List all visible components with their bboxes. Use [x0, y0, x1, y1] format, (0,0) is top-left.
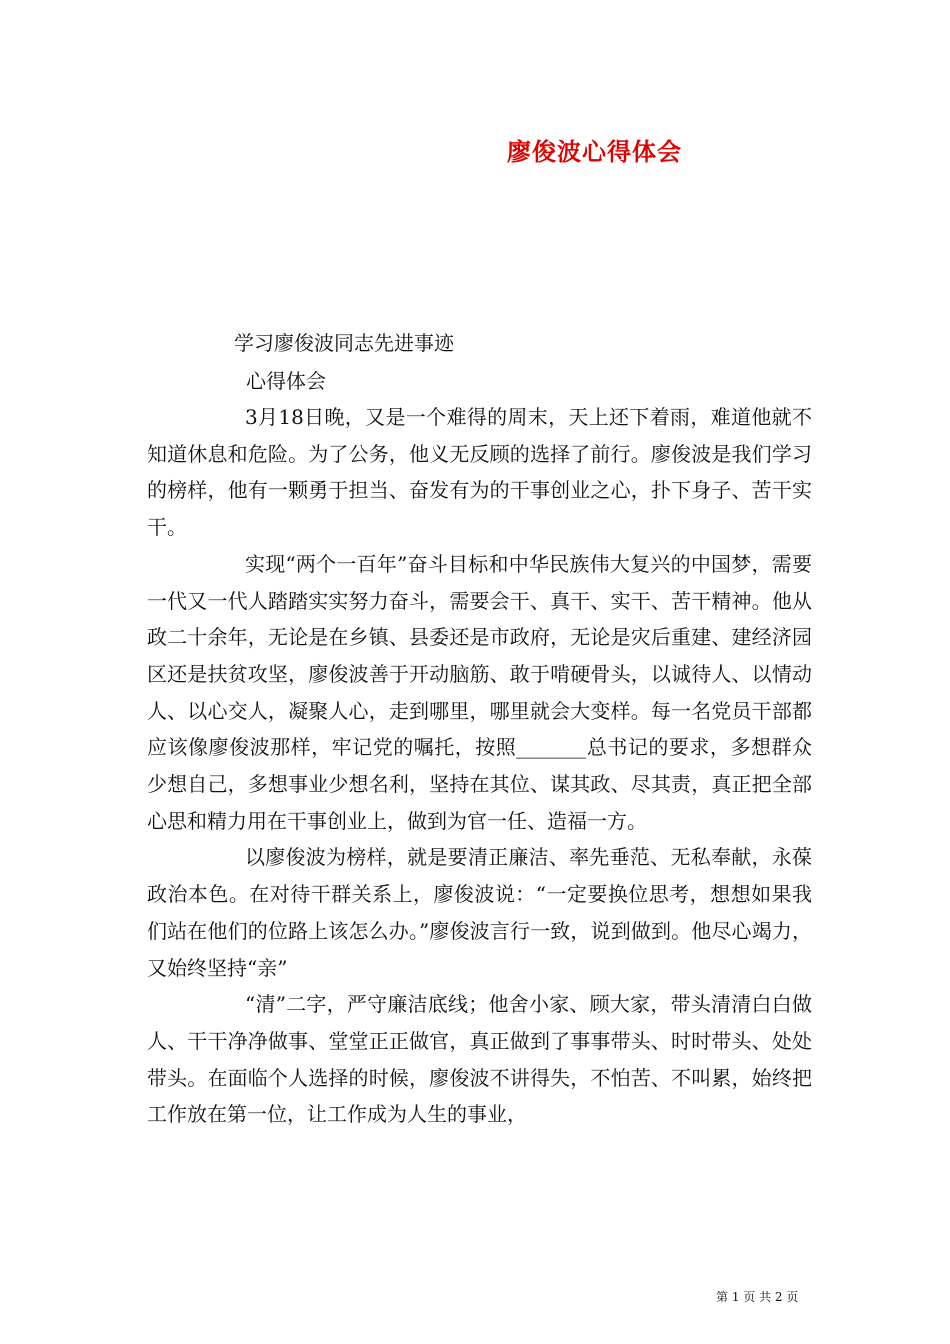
subtitle-line-1: 学习廖俊波同志先进事迹 — [234, 331, 454, 355]
paragraph-2: 实现“两个一百年”奋斗目标和中华民族伟大复兴的中国梦，需要一代又一代人踏踏实实努力奋斗，需要会干、真干、实干、苦干精神。他从政二十余年，无论是在乡镇、县委还是市政府，无论是灾后重建、建经济园区还是扶贫攻坚，廖俊波善于开动脑筋、敢于啃硬骨头，以诚待人、以情动人、以心交人，凝聚人心，走到哪里，哪里就会大变样。每一名党员干部都应该像廖俊波那样，牢记党的嘱托，按照_______总书记的要求，多想群众少想自己，多想事业少想名利，坚持在其位、谋其政、尽其责，真正把全部心思和精力用在干事创业上，做到为官一任、造福一方。 — [147, 551, 812, 833]
document-body — [147, 399, 812, 1133]
page-title: 廖俊波心得体会 — [507, 138, 682, 166]
subtitle-line-2: 心得体会 — [246, 369, 326, 393]
page-footer: 第 1 页 共 2 页 — [716, 1290, 799, 1304]
paragraph-4: “清”二字，严守廉洁底线；他舍小家、顾大家，带头清清白白做人、干干净净做事、堂堂正正做官，真正做到了事事带头、时时带头、处处带头。在面临个人选择的时候，廖俊波不讲得失，不怕苦、不叫累，始终把工作放在第一位，让工作成为人生的事业， — [147, 992, 812, 1127]
paragraph-3: 以廖俊波为榜样，就是要清正廉洁、率先垂范、无私奉献，永葆政治本色。在对待干群关系上，廖俊波说：“一定要换位思考，想想如果我们站在他们的位路上该怎么办。”廖俊波言行一致，说到做到。他尽心竭力，又始终坚持“亲” — [147, 845, 812, 980]
paragraph-1: 3月18日晚，又是一个难得的周末，天上还下着雨，难道他就不知道休息和危险。为了公务，他义无反顾的选择了前行。廖俊波是我们学习的榜样，他有一颗勇于担当、奋发有为的干事创业之心，扑下身子、苦干实干。 — [147, 405, 812, 540]
